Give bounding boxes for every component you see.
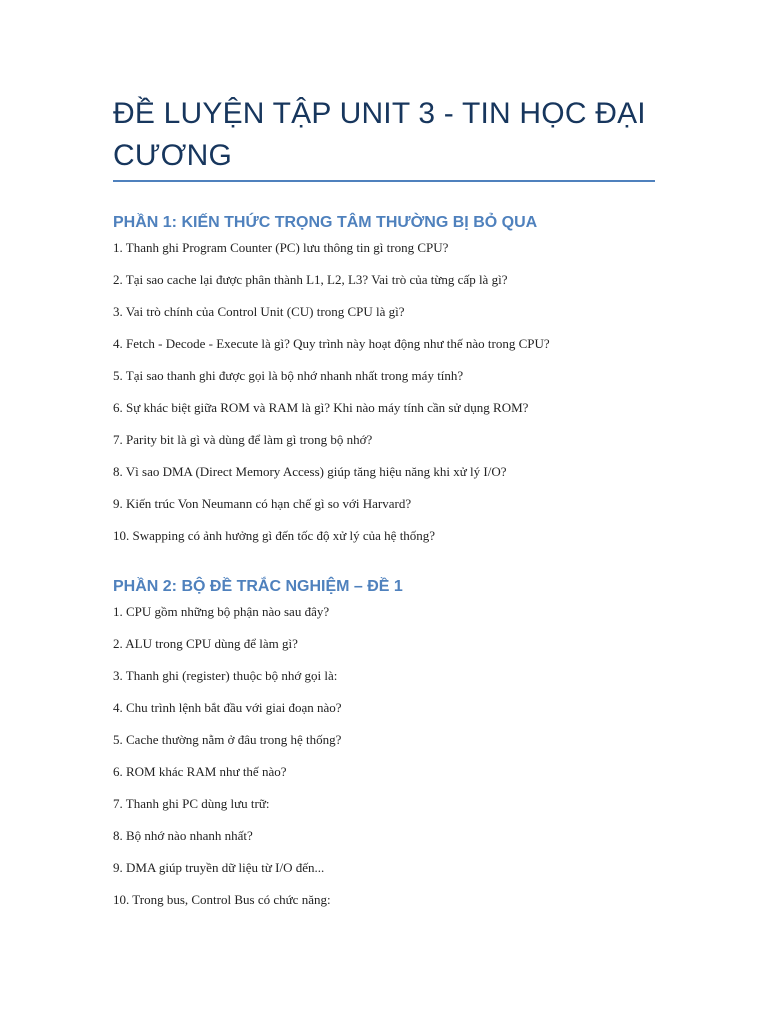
question-item: 9. Kiến trúc Von Neumann có hạn chế gì so với Harvard?: [113, 496, 412, 511]
section-1-question-list: [113, 240, 550, 560]
question-item: 6. Sự khác biệt giữa ROM và RAM là gì? Khi nào máy tính cần sử dụng ROM?: [113, 400, 529, 415]
question-item: 10. Trong bus, Control Bus có chức năng:: [113, 892, 331, 907]
question-item: 8. Vì sao DMA (Direct Memory Access) giúp tăng hiệu năng khi xử lý I/O?: [113, 464, 507, 479]
question-item: 4. Chu trình lệnh bắt đầu với giai đoạn nào?: [113, 700, 342, 715]
section-1-heading: PHẦN 1: KIẾN THỨC TRỌNG TÂM THƯỜNG BỊ BỎ QUA: [113, 214, 538, 231]
question-item: 3. Vai trò chính của Control Unit (CU) trong CPU là gì?: [113, 304, 405, 319]
document-title: ĐỀ LUYỆN TẬP UNIT 3 - TIN HỌC ĐẠI CƯƠNG: [113, 97, 646, 172]
question-item: 5. Tại sao thanh ghi được gọi là bộ nhớ nhanh nhất trong máy tính?: [113, 368, 464, 383]
question-item: 6. ROM khác RAM như thế nào?: [113, 764, 287, 779]
question-item: 8. Bộ nhớ nào nhanh nhất?: [113, 828, 253, 843]
question-item: 4. Fetch - Decode - Execute là gì? Quy trình này hoạt động như thế nào trong CPU?: [113, 336, 550, 351]
question-item: 7. Parity bit là gì và dùng để làm gì trong bộ nhớ?: [113, 432, 373, 447]
question-item: 7. Thanh ghi PC dùng lưu trữ:: [113, 796, 270, 811]
title-underline-divider: [113, 180, 655, 182]
question-item: 10. Swapping có ảnh hưởng gì đến tốc độ xử lý của hệ thống?: [113, 528, 436, 543]
question-item: 1. CPU gồm những bộ phận nào sau đây?: [113, 604, 330, 619]
section-2-heading: PHẦN 2: BỘ ĐỀ TRẮC NGHIỆM – ĐỀ 1: [113, 578, 403, 595]
question-item: 1. Thanh ghi Program Counter (PC) lưu thông tin gì trong CPU?: [113, 240, 449, 255]
section-2-question-list: [113, 604, 342, 924]
question-item: 2. ALU trong CPU dùng để làm gì?: [113, 636, 298, 651]
question-item: 3. Thanh ghi (register) thuộc bộ nhớ gọi là:: [113, 668, 338, 683]
question-item: 9. DMA giúp truyền dữ liệu từ I/O đến...: [113, 860, 325, 875]
question-item: 5. Cache thường nằm ở đâu trong hệ thống?: [113, 732, 342, 747]
question-item: 2. Tại sao cache lại được phân thành L1, L2, L3? Vai trò của từng cấp là gì?: [113, 272, 508, 287]
